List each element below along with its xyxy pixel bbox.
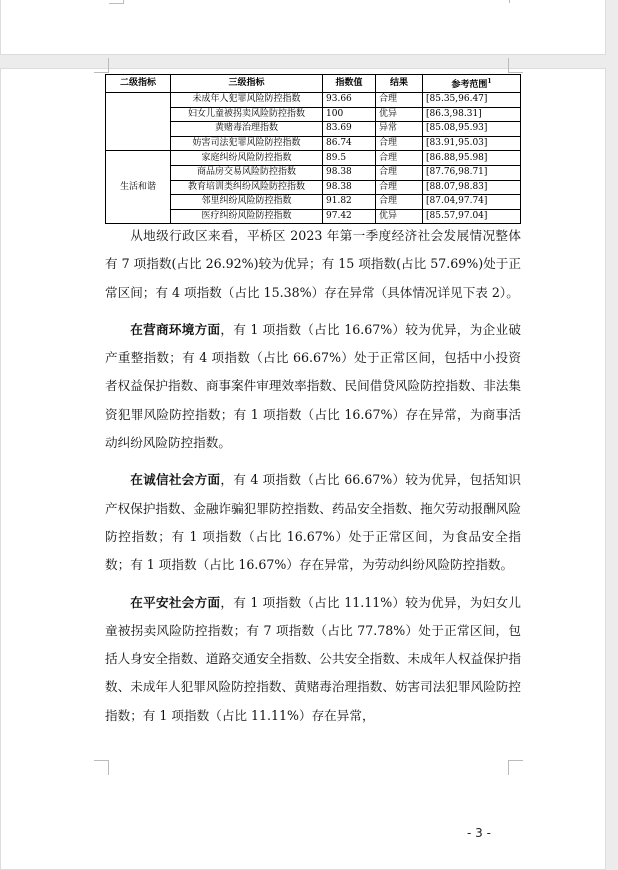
row-range: [86.3,98.31] xyxy=(423,107,521,122)
row-name: 妨害司法犯罪风险防控指数 xyxy=(171,136,323,151)
paragraph-body: ，有 4 项指数（占比 66.67%）较为优异，包括知识产权保护指数、金融诈骗犯罪防控指数、药品安全指数、拖欠劳动报酬风险防控指数；有 1 项指数（占比 16.67%）处于正常区间，为食品安全指数；有 1 项指数（占比 16.67%）存在异常，为劳动纠纷风险防控指数。 xyxy=(105,472,521,573)
corner-mark-bottom-right xyxy=(508,760,523,775)
index-table xyxy=(105,74,521,224)
row-range: [85.08,95.93] xyxy=(423,122,521,137)
table-row xyxy=(106,93,521,108)
corner-mark-bottom-left xyxy=(94,760,109,775)
row-name: 商品房交易风险防控指数 xyxy=(171,165,323,180)
row-value: 83.69 xyxy=(323,122,376,137)
header-range-label: 参考范围 xyxy=(451,80,488,90)
header-range xyxy=(423,75,521,93)
row-range: [85.35,96.47] xyxy=(423,93,521,108)
row-name: 教育培训类纠纷风险防控指数 xyxy=(171,180,323,195)
paragraph-body: ，有 1 项指数（占比 16.67%）较为优异，为企业破产重整指数；有 4 项指数（占比 66.67%）处于正常区间，包括中小投资者权益保护指数、商事案件审理效率指数、民间借贷风险防控指数、非法集资犯罪风险防控指数；有 1 项指数（占比 16.67%）存在异常，为商事活动纠纷风险防控指数。 xyxy=(105,321,521,451)
corner-mark-top-right xyxy=(508,58,523,73)
row-name: 妇女儿童被拐卖风险防控指数 xyxy=(171,107,323,122)
row-value: 93.66 xyxy=(323,93,376,108)
paragraph-credit-society xyxy=(105,466,521,579)
page-number: - 3 - xyxy=(467,826,491,840)
corner-mark xyxy=(109,0,124,4)
row-value: 98.38 xyxy=(323,180,376,195)
row-value: 100 xyxy=(323,107,376,122)
row-range: [88.07,98.83] xyxy=(423,180,521,195)
header-range-footnote: 1 xyxy=(487,78,492,85)
row-name: 家庭纠纷风险防控指数 xyxy=(171,151,323,166)
row-result: 优异 xyxy=(376,209,423,224)
body-text xyxy=(105,222,521,735)
row-range: [86.88,95.98] xyxy=(423,151,521,166)
row-name: 邻里纠纷风险防控指数 xyxy=(171,195,323,210)
corner-mark xyxy=(509,0,524,3)
row-range: [87.04,97.74] xyxy=(423,195,521,210)
table-header-row xyxy=(106,75,521,93)
row-value: 98.38 xyxy=(323,165,376,180)
row-name: 未成年人犯罪风险防控指数 xyxy=(171,93,323,108)
row-result: 合理 xyxy=(376,165,423,180)
row-result: 合理 xyxy=(376,136,423,151)
row-result: 合理 xyxy=(376,93,423,108)
header-level3: 三级指标 xyxy=(171,75,323,93)
group-name: 生活和谐 xyxy=(106,151,171,224)
row-result: 合理 xyxy=(376,180,423,195)
header-level2: 二级指标 xyxy=(106,75,171,93)
paragraph-lead: 在平安社会方面 xyxy=(130,594,221,610)
paragraph-lead: 在营商环境方面 xyxy=(130,321,221,337)
row-name: 医疗纠纷风险防控指数 xyxy=(171,209,323,224)
row-result: 异常 xyxy=(376,122,423,137)
row-range: [83.91,95.03] xyxy=(423,136,521,151)
row-result: 优异 xyxy=(376,107,423,122)
row-value: 97.42 xyxy=(323,209,376,224)
row-name: 黄赌毒治理指数 xyxy=(171,122,323,137)
paragraph-safe-society xyxy=(105,589,521,730)
row-value: 86.74 xyxy=(323,136,376,151)
row-value: 89.5 xyxy=(323,151,376,166)
table-row xyxy=(106,151,521,166)
row-result: 合理 xyxy=(376,195,423,210)
paragraph-lead: 在诚信社会方面 xyxy=(130,472,221,488)
paragraph-overview: 从地级行政区来看，平桥区 2023 年第一季度经济社会发展情况整体有 7 项指数(占比 26.92%)较为优异；有 15 项指数(占比 57.69%)处于正常区间；有 4 项指数（占比 15.38%）存在异常（具体情况详见下表 2）。 xyxy=(105,228,521,300)
corner-mark-top-left xyxy=(94,58,109,73)
row-range: [87.76,98.71] xyxy=(423,165,521,180)
previous-page-bottom xyxy=(0,0,606,55)
paragraph-business-environment xyxy=(105,316,521,457)
header-value: 指数值 xyxy=(323,75,376,93)
row-range: [85.57,97.04] xyxy=(423,209,521,224)
group-name xyxy=(106,93,171,151)
paragraph-body: ，有 1 项指数（占比 11.11%）较为优异，为妇女儿童被拐卖风险防控指数；有 7 项指数（占比 77.78%）处于正常区间，包括人身安全指数、道路交通安全指数、公共安全指数、未成年人权益保护指数、未成年人犯罪风险防控指数、黄赌毒治理指数、妨害司法犯罪风险防控指数；有 1 项指数（占比 11.11%）存在异常， xyxy=(105,594,521,723)
header-result: 结果 xyxy=(376,75,423,93)
row-result: 合理 xyxy=(376,151,423,166)
row-value: 91.82 xyxy=(323,195,376,210)
